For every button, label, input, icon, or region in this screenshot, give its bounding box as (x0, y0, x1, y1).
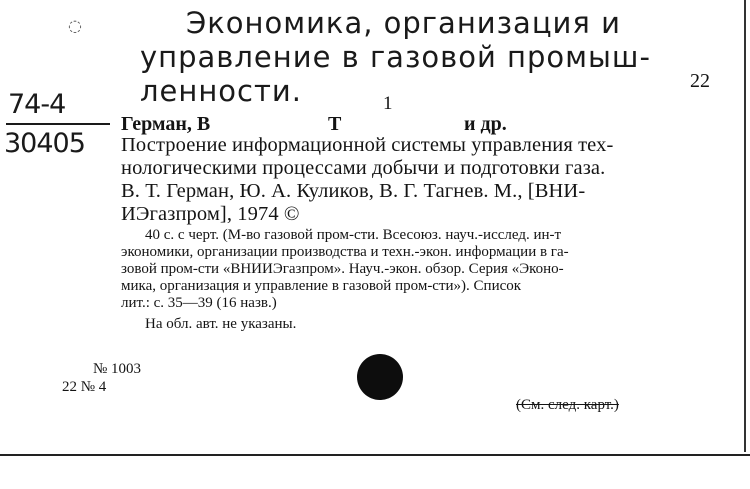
handwritten-code-bottom: 30405 (4, 128, 85, 159)
registration-number: № 1003 (93, 361, 142, 377)
handwritten-title-line-2: управление в газовой промыш- (140, 40, 651, 74)
author-name: Герман, В (121, 113, 211, 135)
description-line: экономики, организации производства и техн.-экон. информации в га- (121, 244, 569, 260)
card-right-edge (744, 0, 746, 452)
box-number: 22 № 4 (62, 379, 107, 395)
struck-see-next-card: (См. след. карт.) (516, 397, 619, 413)
entry-number: 1 (383, 93, 393, 114)
title-line: нологическими процессами добычи и подготовки газа. (121, 157, 606, 179)
handwritten-title-line-3: ленности. (140, 74, 302, 108)
description-line: лит.: с. 35—39 (16 назв.) (121, 295, 277, 311)
description-line: мика, организация и управление в газовой пром-сти»). Список (121, 278, 522, 294)
note-line: На обл. авт. не указаны. (145, 316, 297, 332)
punch-hole (357, 354, 403, 400)
author-et-al: и др. (464, 113, 507, 135)
description-line: 40 с. с черт. (М-во газовой пром-сти. Всесоюз. науч.-исслед. ин-т (145, 227, 562, 243)
corner-number: 22 (690, 70, 710, 92)
title-line: Построение информационной системы управления тех- (121, 134, 614, 156)
description-line: зовой пром-сти «ВНИИЭгазпром». Науч.-экон. обзор. Серия «Эконо- (121, 261, 564, 277)
code-divider (6, 123, 110, 125)
small-circle-mark: ◌ (68, 16, 82, 35)
handwritten-code-top: 74-4 (8, 89, 66, 120)
title-line: В. Т. Герман, Ю. А. Куликов, В. Г. Тагнев. М., [ВНИ- (121, 180, 586, 202)
author-initial: Т (328, 113, 342, 135)
title-line: ИЭгазпром], 1974 © (121, 203, 300, 225)
handwritten-title-line-1: Экономика, организация и (186, 6, 621, 40)
card-bottom-edge (0, 454, 750, 456)
